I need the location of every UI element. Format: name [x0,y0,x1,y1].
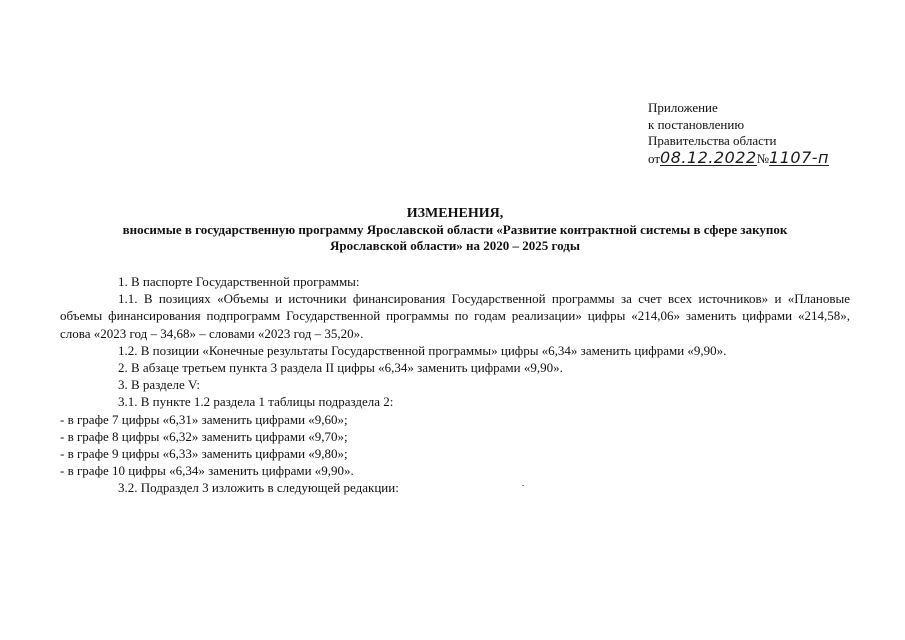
list-item-column-7: - в графе 7 цифры «6,31» заменить цифрами «9,60»; [60,411,348,427]
paragraph-item-1-1: 1.1. В позициях «Объемы и источники финансирования Государственной программы за счет всех источников» и «Плановые объемы финансирования подпрограмм Государственной программы по годам реализации» цифры «214,06» заменить цифрами «214,58», слова «2023 год – 34,68» – словами «2023 год – 35,20». [60,291,850,341]
appendix-line-2: к постановлению [648,116,745,132]
list-item-column-9: - в графе 9 цифры «6,33» заменить цифрами «9,80»; [60,446,348,462]
document-subtitle-line-2: Ярославской области» на 2020 – 2025 годы [330,238,580,253]
document-title-block [60,205,850,254]
document-body [60,273,850,497]
paragraph-item-1-2: 1.2. В позиции «Конечные результаты Государственной программы» цифры «6,34» заменить цифрами «9,90». [118,342,727,358]
appendix-block [648,100,878,167]
paragraph-item-3-2: 3.2. Подраздел 3 изложить в следующей редакции: [118,480,399,496]
date-prefix: от [648,150,661,166]
paragraph-item-3-1: 3.1. В пункте 1.2 раздела 1 таблицы подраздела 2: [118,394,394,410]
number-prefix: № [756,150,770,166]
paragraph-item-2: 2. В абзаце третьем пункта 3 раздела II цифры «6,34» заменить цифрами «9,90». [118,360,563,376]
document-subtitle-line-1: вносимые в государственную программу Ярославской области «Развитие контрактной системы в сфере закупок [122,222,788,237]
document-heading: ИЗМЕНЕНИЯ, [406,206,504,221]
appendix-line-3: Правительства области [648,133,777,148]
appendix-line-1: Приложение [648,100,718,115]
list-item-column-8: - в графе 8 цифры «6,32» заменить цифрами «9,70»; [60,428,348,444]
list-item-column-10: - в графе 10 цифры «6,34» заменить цифрами «9,90». [60,463,354,479]
handwritten-number: 1107-п [769,147,829,167]
appendix-date-line [648,147,878,168]
paragraph-item-1: 1. В паспорте Государственной программы: [118,274,360,289]
scan-speck [522,485,524,486]
paragraph-item-3: 3. В разделе V: [118,377,201,393]
handwritten-date: 08.12.2022 [660,147,757,167]
